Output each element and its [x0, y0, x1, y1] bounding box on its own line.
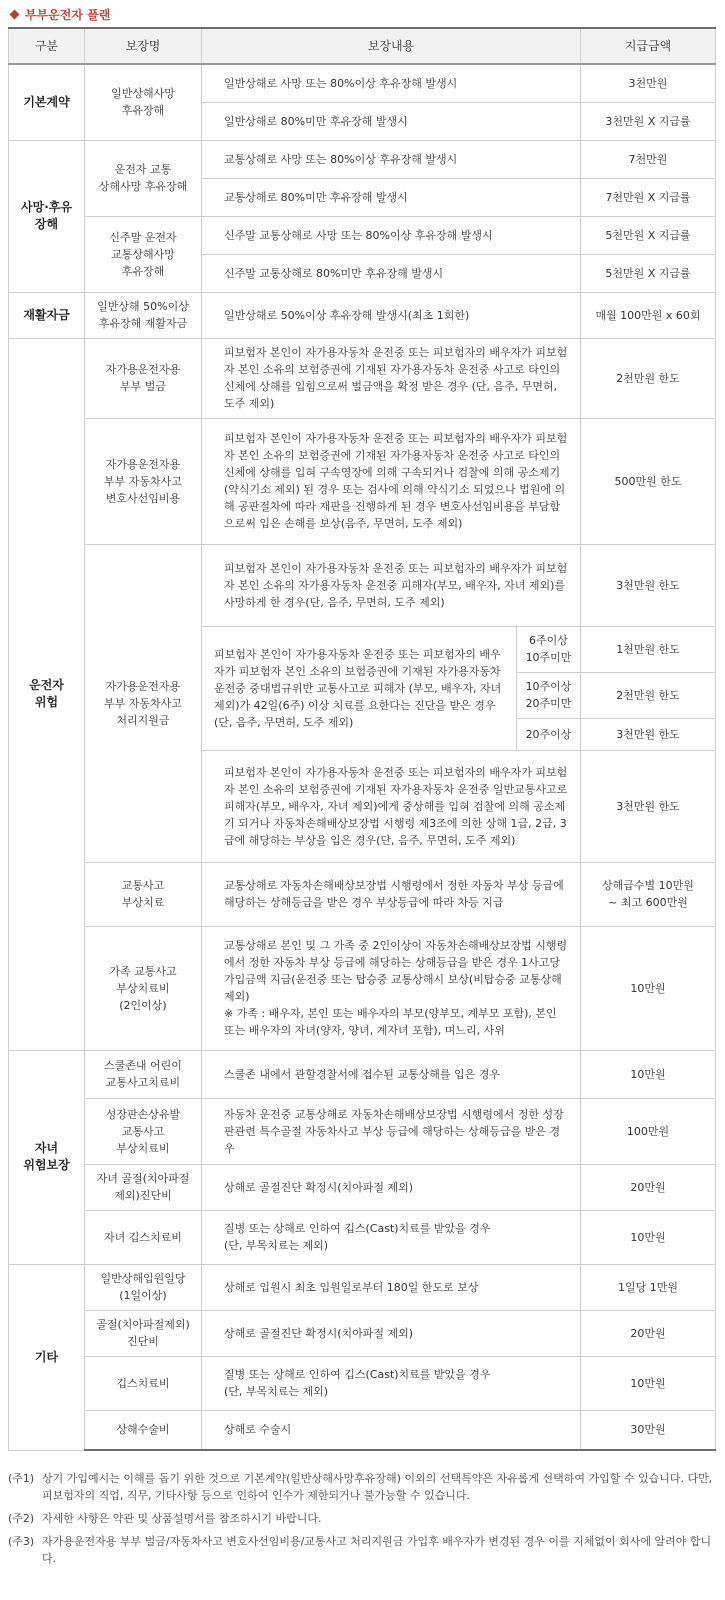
coverage-desc-cell: 상해로 입원시 최초 입원일로부터 180일 한도로 보상 [202, 1264, 581, 1310]
coverage-name-cell: 자녀 골절(치아파절 제외)진단비 [85, 1164, 202, 1210]
amount-cell: 7천만원 X 지급률 [581, 178, 716, 216]
coverage-desc-cell: 상해로 골절진단 확정시(치아파절 제외) [202, 1310, 581, 1356]
coverage-desc-cell: 상해로 수술시 [202, 1410, 581, 1450]
footnote [8, 1510, 715, 1527]
coverage-name-cell: 골절(치아파절제외) 진단비 [85, 1310, 202, 1356]
coverage-desc-cell: 일반상해로 80%미만 후유장해 발생시 [202, 102, 581, 140]
coverage-desc-cell: 피보험자 본인이 자가용자동차 운전중 또는 피보험자의 배우자가 피보험자 본인 소유의 보험증권에 기재된 자가용자동차 운전중 중대법규위반 교통사고로 피해자 (부모, 배우자, 자녀 제외)가 42일(6주) 이상 치료를 요한다는 진단을 받은 경우 (단, 음주, 무면허, 도주 제외) [202, 626, 517, 750]
table-row [9, 418, 716, 544]
amount-cell: 2천만원 한도 [581, 338, 716, 418]
coverage-desc-cell: 질병 또는 상해로 인하여 깁스(Cast)치료를 받았을 경우 (단, 부목치료는 제외) [202, 1356, 581, 1410]
coverage-desc-cell: 상해로 골절진단 확정시(치아파절 제외) [202, 1164, 581, 1210]
header-amount: 지급금액 [581, 28, 716, 64]
amount-cell: 3천만원 한도 [581, 544, 716, 626]
amount-cell: 10만원 [581, 1210, 716, 1264]
header-category: 구분 [9, 28, 85, 64]
category-cell: 기본계약 [9, 64, 85, 140]
category-cell: 운전자 위험 [9, 338, 85, 1050]
amount-cell: 매월 100만원 x 60회 [581, 292, 716, 338]
table-header-row [9, 28, 716, 64]
footnote-text: 자가용운전자용 부부 벌금/자동차사고 변호사선임비용/교통사고 처리지원금 가입후 배우자가 변경된 경우 이를 지체없이 회사에 알려야 합니다. [42, 1535, 712, 1565]
footnote-label: (주2) [8, 1512, 35, 1525]
amount-cell: 10만원 [581, 926, 716, 1050]
footnote-text: 상기 가입예시는 이해를 돕기 위한 것으로 기본계약(일반상해사망후유장해) 이외의 선택특약은 자유롭게 선택하여 가입할 수 있습니다. 다만, 피보험자의 직업, 직무, 기타사항 등으로 인하여 인수가 제한되거나 불가능할 수 있습니다. [42, 1472, 713, 1502]
coverage-desc-cell: 피보험자 본인이 자가용자동차 운전중 또는 피보험자의 배우자가 피보험자 본인 소유의 보험증권에 기재된 자가용자동차 운전중 일반교통사고로 피해자(부모, 배우자, 자녀 제외)에게 중상해를 입혀 검찰에 의해 공소제기 되거나 자동차손해배상보장법 시행령 제3조에 의한 상해 1급, 2급, 3급에 해당하는 부상을 입은 경우(단, 음주, 무면허, 도주 제외) [202, 750, 581, 862]
coverage-name-cell: 자가용운전자용 부부 자동차사고 처리지원금 [85, 544, 202, 862]
table-row [9, 544, 716, 626]
footnotes [8, 1470, 715, 1573]
amount-cell: 상해급수별 10만원 ~ 최고 600만원 [581, 862, 716, 926]
coverage-desc-cell: 교통상해로 사망 또는 80%이상 후유장해 발생시 [202, 140, 581, 178]
coverage-desc-cell: 스쿨존 내에서 관할경찰서에 접수된 교통상해를 입은 경우 [202, 1050, 581, 1098]
table-row [9, 1098, 716, 1164]
coverage-desc-cell: 피보험자 본인이 자가용자동차 운전중 또는 피보험자의 배우자가 피보험자 본인 소유의 보험증권에 기재된 자가용자동차 운전중 사고로 타인의 신체에 상해를 입힘으로써 벌금액을 확정 받은 경우 (단, 음주, 무면허, 도주 제외) [202, 338, 581, 418]
coverage-desc-cell: 교통상해로 80%미만 후유장해 발생시 [202, 178, 581, 216]
coverage-name-cell: 신주말 운전자 교통상해사망 후유장해 [85, 216, 202, 292]
table-row [9, 292, 716, 338]
coverage-name-cell: 운전자 교통 상해사망 후유장해 [85, 140, 202, 216]
coverage-name-cell: 일반상해입원일당 (1일이상) [85, 1264, 202, 1310]
amount-cell: 7천만원 [581, 140, 716, 178]
amount-cell: 10만원 [581, 1050, 716, 1098]
coverage-name-cell: 자녀 깁스치료비 [85, 1210, 202, 1264]
coverage-name-cell: 교통사고 부상치료 [85, 862, 202, 926]
table-row [9, 926, 716, 1050]
period-cell: 6주이상 10주미만 [517, 626, 581, 672]
coverage-name-cell: 깁스치료비 [85, 1356, 202, 1410]
plan-title-text: 부부운전자 플랜 [25, 7, 111, 22]
category-cell: 사망·후유 장해 [9, 140, 85, 292]
coverage-name-cell: 자가용운전자용 부부 자동차사고 변호사선임비용 [85, 418, 202, 544]
amount-cell: 3천만원 한도 [581, 750, 716, 862]
amount-cell: 3천만원 한도 [581, 718, 716, 750]
period-cell: 20주이상 [517, 718, 581, 750]
category-cell: 자녀 위험보장 [9, 1050, 85, 1264]
amount-cell: 500만원 한도 [581, 418, 716, 544]
coverage-name-cell: 자가용운전자용 부부 벌금 [85, 338, 202, 418]
table-row [9, 1264, 716, 1310]
amount-cell: 100만원 [581, 1098, 716, 1164]
amount-cell: 3천만원 X 지급률 [581, 102, 716, 140]
table-row [9, 216, 716, 254]
header-content: 보장내용 [202, 28, 581, 64]
coverage-name-cell: 일반상해 50%이상 후유장해 재활자금 [85, 292, 202, 338]
coverage-desc-cell: 신주말 교통상해로 80%미만 후유장해 발생시 [202, 254, 581, 292]
footnote-text: 자세한 사항은 약관 및 상품설명서를 참조하시기 바랍니다. [42, 1512, 322, 1525]
coverage-desc-cell: 일반상해로 50%이상 후유장해 발생시(최초 1회한) [202, 292, 581, 338]
coverage-name-cell: 일반상해사망 후유장해 [85, 64, 202, 140]
table-row [9, 1210, 716, 1264]
table-row [9, 140, 716, 178]
amount-cell: 3천만원 [581, 64, 716, 102]
footnote [8, 1470, 715, 1504]
coverage-name-cell: 성장판손상유발 교통사고 부상치료비 [85, 1098, 202, 1164]
header-coverage: 보장명 [85, 28, 202, 64]
amount-cell: 1일당 1만원 [581, 1264, 716, 1310]
footnote-label: (주3) [8, 1535, 35, 1548]
coverage-table [8, 27, 716, 1451]
period-cell: 10주이상 20주미만 [517, 672, 581, 718]
coverage-name-cell: 가족 교통사고 부상치료비 (2인이상) [85, 926, 202, 1050]
table-row [9, 862, 716, 926]
table-row [9, 64, 716, 102]
footnote [8, 1533, 715, 1567]
table-row [9, 1356, 716, 1410]
diamond-bullet-icon [10, 9, 20, 19]
coverage-name-cell: 스쿨존내 어린이 교통사고치료비 [85, 1050, 202, 1098]
coverage-desc-cell: 피보험자 본인이 자가용자동차 운전중 또는 피보험자의 배우자가 피보험자 본인 소유의 보험증권에 기재된 자가용자동차 운전중 사고로 타인의 신체에 상해를 입혀 구속영장에 의해 구속되거나 검찰에 의해 공소제기(약식기소 제외) 된 경우 또는 검사에 의해 약식기소 되었으나 법원에 의해 공판절차에 따라 재판을 진행하게 된 경우 변호사선임비용을 부담함으로써 입은 손해를 보상(음주, 무면허, 도주 제외) [202, 418, 581, 544]
coverage-desc-cell: 신주말 교통상해로 사망 또는 80%이상 후유장해 발생시 [202, 216, 581, 254]
amount-cell: 2천만원 한도 [581, 672, 716, 718]
amount-cell: 5천만원 X 지급률 [581, 216, 716, 254]
table-row [9, 338, 716, 418]
coverage-desc-cell: 피보험자 본인이 자가용자동차 운전중 또는 피보험자의 배우자가 피보험자 본인 소유의 자가용자동차 운전중 피해자(부모, 배우자, 자녀 제외)를 사망하게 한 경우(단, 음주, 무면허, 도주 제외) [202, 544, 581, 626]
coverage-desc-cell: 교통상해로 자동차손해배상보장법 시행령에서 정한 자동차 부상 등급에 해당하는 상해등급을 받은 경우 부상등급에 따라 차등 지급 [202, 862, 581, 926]
amount-cell: 5천만원 X 지급률 [581, 254, 716, 292]
amount-cell: 1천만원 한도 [581, 626, 716, 672]
amount-cell: 20만원 [581, 1164, 716, 1210]
footnote-label: (주1) [8, 1472, 35, 1485]
category-cell: 기타 [9, 1264, 85, 1450]
amount-cell: 10만원 [581, 1356, 716, 1410]
coverage-name-cell: 상해수술비 [85, 1410, 202, 1450]
table-row [9, 1310, 716, 1356]
table-row [9, 1050, 716, 1098]
amount-cell: 30만원 [581, 1410, 716, 1450]
amount-cell: 20만원 [581, 1310, 716, 1356]
coverage-desc-cell: 일반상해로 사망 또는 80%이상 후유장해 발생시 [202, 64, 581, 102]
table-row [9, 1164, 716, 1210]
coverage-desc-cell: 질병 또는 상해로 인하여 깁스(Cast)치료를 받았을 경우 (단, 부목치료는 제외) [202, 1210, 581, 1264]
plan-title [8, 4, 110, 24]
table-row [9, 1410, 716, 1450]
category-cell: 재활자금 [9, 292, 85, 338]
coverage-desc-cell: 교통상해로 본인 및 그 가족 중 2인이상이 자동차손해배상보장법 시행령에서 정한 자동차 부상 등급에 해당하는 상해등급을 받은 경우 1사고당 가입금액 지급(운전중 또는 탑승중 교통상해시 보상(비탑승중 교통상해 제외) ※ 가족 : 배우자, 본인 또는 배우자의 부모(양부모, 계부모 포함), 본인 또는 배우자의 자녀(양자, 양녀, 계자녀 포함), 며느리, 사위 [202, 926, 581, 1050]
coverage-desc-cell: 자동차 운전중 교통상해로 자동차손해배상보장법 시행령에서 정한 성장판관련 특수골절 자동차사고 부상 등급에 해당하는 상해등급을 받은 경우 [202, 1098, 581, 1164]
